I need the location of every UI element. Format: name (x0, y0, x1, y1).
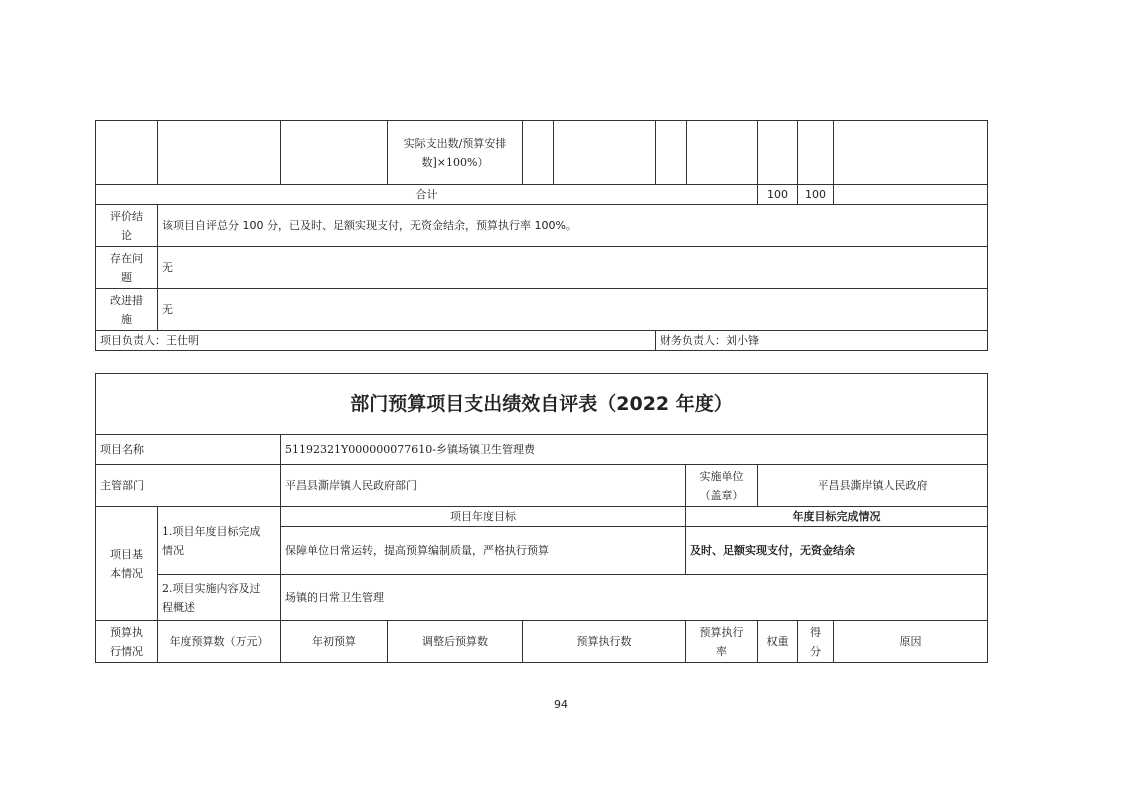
finance-lead: 财务负责人：刘小锋 (656, 331, 988, 351)
annual-target-label: 1.项目年度目标完成 情况 (158, 507, 281, 575)
completion-text: 及时、足额实现支付，无资金结余 (686, 527, 988, 575)
content-text: 场镇的日常卫生管理 (281, 575, 988, 621)
total-row (96, 185, 988, 205)
impl-unit-label: 实施单位 （盖章） (686, 465, 758, 507)
project-name-value: 51192321Y000000077610-乡镇场镇卫生管理费 (281, 435, 988, 465)
department-row (96, 465, 988, 507)
formula-line-2: 数]×100%） (421, 155, 489, 169)
measures-label: 改进措 施 (96, 289, 158, 331)
project-name-row (96, 435, 988, 465)
problems-row (96, 247, 988, 289)
dept-value: 平昌县澌岸镇人民政府部门 (281, 465, 686, 507)
formula-cell (388, 121, 523, 185)
adjusted-budget-label: 调整后预算数 (388, 621, 523, 663)
initial-budget-label: 年初预算 (281, 621, 388, 663)
formula-row (96, 121, 988, 185)
formula-line-1: 实际支出数/预算安排 (403, 136, 507, 150)
dept-label: 主管部门 (96, 465, 281, 507)
annual-target-text: 保障单位日常运转，提高预算编制质量，严格执行预算 (281, 527, 686, 575)
total-score: 100 (798, 185, 834, 205)
annual-budget-label: 年度预算数（万元） (158, 621, 281, 663)
conclusion-text: 该项目自评总分 100 分，已及时、足额实现支付，无资金结余，预算执行率 100%。 (158, 205, 988, 247)
basic-info-label: 项目基 本情况 (96, 507, 158, 621)
exec-rate-label: 预算执行 率 (686, 621, 758, 663)
annual-target-header: 项目年度目标 (281, 507, 686, 527)
problems-label: 存在问 题 (96, 247, 158, 289)
reason-label: 原因 (834, 621, 988, 663)
measures-row (96, 289, 988, 331)
completion-header: 年度目标完成情况 (686, 507, 988, 527)
form-title: 部门预算项目支出绩效自评表（2022 年度） (96, 374, 988, 435)
weight-label: 权重 (758, 621, 798, 663)
target-header-row (96, 507, 988, 527)
project-lead: 项目负责人：王仕明 (96, 331, 656, 351)
page-number: 94 (554, 698, 568, 711)
budget-exec-label: 预算执 行情况 (96, 621, 158, 663)
measures-text: 无 (158, 289, 988, 331)
total-label: 合计 (96, 185, 758, 205)
conclusion-label: 评价结 论 (96, 205, 158, 247)
score-label: 得 分 (798, 621, 834, 663)
total-weight: 100 (758, 185, 798, 205)
self-evaluation-form (95, 373, 988, 663)
impl-unit-value: 平昌县澌岸镇人民政府 (758, 465, 988, 507)
problems-text: 无 (158, 247, 988, 289)
executed-label: 预算执行数 (523, 621, 686, 663)
title-row (96, 374, 988, 435)
budget-exec-header-row (96, 621, 988, 663)
project-name-label: 项目名称 (96, 435, 281, 465)
previous-table-continuation (95, 120, 988, 351)
conclusion-row (96, 205, 988, 247)
content-row (96, 575, 988, 621)
signature-row (96, 331, 988, 351)
content-label: 2.项目实施内容及过 程概述 (158, 575, 281, 621)
